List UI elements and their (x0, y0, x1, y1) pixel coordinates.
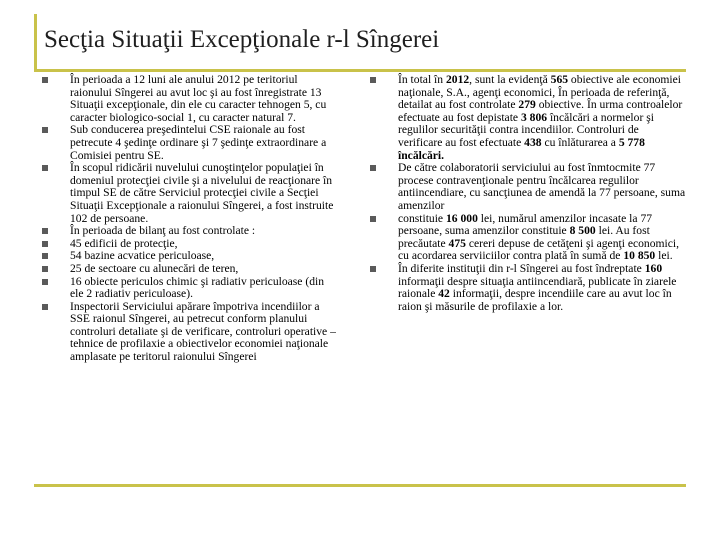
square-bullet-icon (370, 216, 376, 222)
text-segment: În total în (398, 73, 446, 86)
square-bullet-icon (42, 165, 48, 171)
text-segment: constituie (398, 211, 446, 225)
bold-figure: 8 500 (569, 224, 596, 238)
bold-figure: 3 806 (520, 110, 548, 124)
list-item (40, 74, 340, 124)
list-item-text: 25 de sectoare cu alunecări de teren, (70, 261, 239, 275)
slide-title: Secţia Situaţii Excepţionale r-l Sîngerei (44, 26, 440, 53)
bold-figure: 475 (448, 236, 466, 250)
square-bullet-icon (42, 77, 48, 83)
text-segment: obiective ale economiei naţionale, S.A., agenţi economici, În perioada de referinţă, detailat au fost controlate (398, 73, 682, 112)
list-item-text: 45 edificii de protecţie, (70, 236, 178, 250)
text-segment: obiective. În urma controalelor efectuate au fost depistate (398, 98, 683, 124)
text-segment: În diferite instituţii din r-l Sîngerei au fost îndreptate (398, 261, 645, 275)
list-item (40, 124, 340, 162)
square-bullet-icon (42, 253, 48, 259)
list-item-text: În perioada de bilanţ au fost controlate : (70, 224, 256, 238)
text-segment: cereri depuse de cetăţeni şi agenţi economici, cu acordarea serviiciilor contra plată în sumă de (398, 236, 680, 263)
text-segment: lei. Au fost precăutate (398, 224, 650, 250)
list-item (368, 213, 686, 263)
text-segment: informaţii, despre incendiile care au avut loc în raion şi măsurile de profilaxie a lor. (398, 287, 672, 313)
bold-figure: 565 (550, 73, 569, 86)
square-bullet-icon (370, 266, 376, 272)
right-bullet-list (368, 74, 686, 313)
list-item-text: Sub conducerea preşedintelui CSE raionale au fost petrecute 4 şedinţe ordinare şi 7 şedinţe extraordinare a Comisiei pentru SE. (70, 123, 327, 162)
list-item (40, 276, 340, 301)
bold-figure: 10 850 (623, 249, 656, 263)
title-divider (34, 69, 686, 72)
square-bullet-icon (42, 304, 48, 310)
list-item-text (398, 74, 686, 162)
right-column (368, 74, 686, 313)
list-item (40, 225, 340, 238)
list-item-text: Inspectorii Serviciului apărare împotriva incendiilor a SSE raionul Sîngerei, au petrecut conform planului controluri detaliate şi de verificare, controluri operative – tehnice de profilaxie a obiectivelor economiei naţionale amplasate pe teritorul raionului Sîngerei (70, 299, 336, 364)
list-item-text (398, 213, 686, 263)
square-bullet-icon (370, 165, 376, 171)
text-segment: lei. (655, 249, 673, 263)
list-item-text: 16 obiecte periculos chimic şi radiativ periculoase (din ele 2 radiativ periculoase). (70, 274, 325, 301)
bold-figure: 438 (524, 135, 542, 149)
text-segment: De către colaboratorii serviciului au fost înmtocmite 77 procese contravenţionale pentru încălcarea regulilor antiincendiare, cu sancţiunea de amendă la 77 persoane, suma amenzilor (398, 161, 686, 212)
square-bullet-icon (42, 266, 48, 272)
list-item-text (398, 263, 686, 313)
square-bullet-icon (42, 279, 48, 285)
list-item-text (398, 162, 686, 212)
text-segment: informaţii despre situaţia antiincendiară, publicate în ziarele raionale (398, 274, 677, 301)
text-segment: lei, numărul amenzilor incasate la 77 persoane, suma amenzilor constituie (398, 211, 653, 238)
square-bullet-icon (42, 127, 48, 133)
list-item (40, 263, 340, 276)
list-item (368, 263, 686, 313)
list-item-text: În perioada a 12 luni ale anului 2012 pe teritoriul raionului Sîngerei au avut loc şi au fost înregistrate 13 Situaţii excepţionale, din ele cu caracter tehnogen 5, cu caracter biologico-social 1, cu caracter natural 7. (70, 73, 327, 124)
bold-figure: 16 000 (445, 211, 478, 225)
square-bullet-icon (42, 228, 48, 234)
square-bullet-icon (42, 241, 48, 247)
text-segment: încălcări a normelor şi regulilor securităţii contra incendiilor. Controluri de verificare au fost efectuate (398, 110, 654, 149)
list-item-text: 54 bazine acvatice periculoase, (70, 249, 215, 263)
title-accent-line (34, 14, 37, 72)
bold-figure: 2012 (445, 73, 470, 86)
bold-figure: 42 (438, 287, 450, 301)
text-segment: cu înlăturarea a (541, 135, 619, 149)
bold-figure: 279 (518, 98, 536, 112)
list-item (368, 74, 686, 162)
list-item (40, 301, 340, 364)
bold-figure: 5 778 (618, 135, 645, 149)
bold-figure: încălcări. (398, 148, 445, 162)
bottom-divider (34, 484, 686, 487)
bold-figure: 160 (644, 261, 663, 275)
list-item (368, 162, 686, 212)
left-column (40, 74, 340, 364)
text-segment: , sunt la evidenţă (469, 73, 551, 86)
list-item-text: În scopul ridicării nuvelului cunoştinţelor populaţiei în domeniul protecţiei civile şi a nivelului de reacţionare în timpul SE de către Serviciul protecţiei civile a Secţiei Situaţii Excepţionale a raionului Sîngerei, a fost instruite 102 de persoane. (70, 161, 334, 225)
square-bullet-icon (370, 77, 376, 83)
left-bullet-list (40, 74, 340, 364)
list-item (40, 162, 340, 225)
